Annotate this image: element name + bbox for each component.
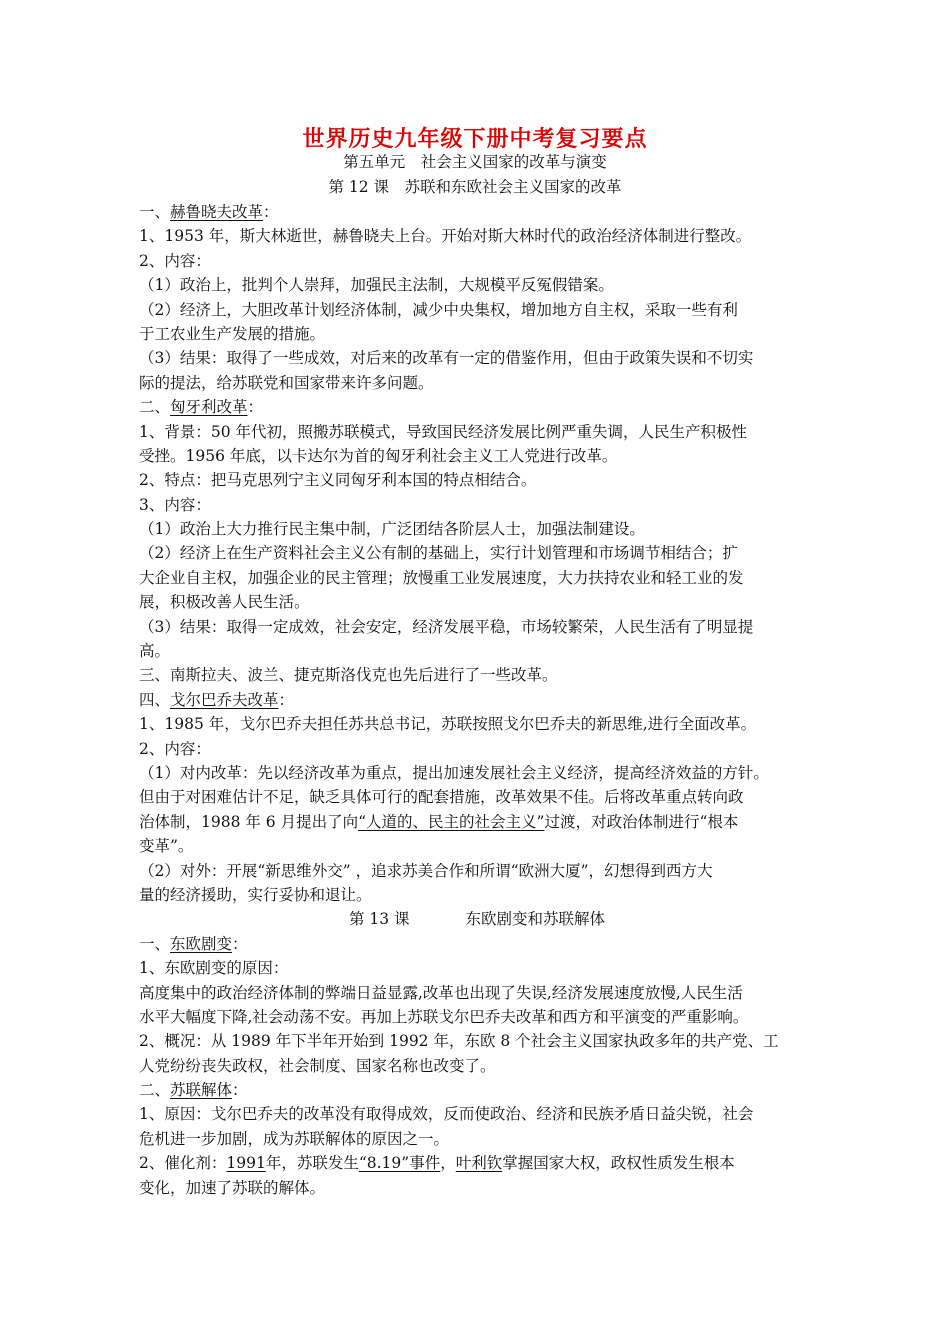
text-line: 高。	[139, 642, 171, 661]
text-span: 掌握国家大权，政权性质发生根本	[502, 1154, 735, 1173]
text-line	[139, 1151, 815, 1175]
text-line: （1）政治上，批判个人崇拜，加强民主法制，大规模平反冤假错案。	[139, 276, 614, 295]
text-line: 1、原因：戈尔巴乔夫的改革没有取得成效，反而使政治、经济和民族矛盾日益尖锐，社会	[139, 1105, 754, 1124]
section-number: 二、	[139, 398, 171, 417]
section-colon: ：	[232, 934, 248, 953]
lesson-12-heading: 第 12 课 苏联和东欧社会主义国家的改革	[328, 178, 622, 196]
section-heading	[139, 395, 815, 419]
text-line: （3）结果：取得一定成效，社会安定，经济发展平稳，市场较繁荣，人民生活有了明显提	[139, 617, 754, 636]
section-number: 一、	[139, 203, 171, 221]
section-colon: ：	[278, 690, 295, 709]
text-line: 变化，加速了苏联的解体。	[139, 1178, 326, 1197]
section-title: 戈尔巴乔夫改革	[170, 690, 279, 709]
text-line: 1、东欧剧变的原因：	[139, 959, 289, 978]
text-line: 3、内容：	[139, 495, 211, 514]
text-line: （2）经济上在生产资料社会主义公有制的基础上，实行计划管理和市场调节相结合；扩	[139, 544, 738, 563]
section-colon: ：	[247, 398, 264, 417]
document-body	[139, 200, 815, 1200]
section-number: 一、	[139, 934, 171, 953]
section-title: 赫鲁晓夫改革	[170, 203, 264, 221]
lesson-number: 第 13 课	[348, 910, 410, 929]
text-line: 三、南斯拉夫、波兰、捷克斯洛伐克也先后进行了一些改革。	[139, 666, 558, 685]
lesson-title: 东欧剧变和苏联解体	[465, 910, 606, 929]
text-line: 2、内容：	[139, 739, 211, 758]
text-line: （1）政治上大力推行民主集中制，广泛团结各阶层人士，加强法制建设。	[139, 520, 645, 539]
section-number: 四、	[139, 690, 171, 709]
lesson-13-heading	[139, 907, 815, 931]
section-heading	[139, 932, 815, 956]
text-line: 1、1953 年，斯大林逝世，赫鲁晓夫上台。开始对斯大林时代的政治经济体制进行整改。	[139, 227, 752, 246]
section-colon: ：	[232, 1081, 248, 1100]
text-line	[139, 810, 815, 834]
text-line: 危机进一步加剧，成为苏联解体的原因之一。	[139, 1129, 450, 1148]
underlined-term: 叶利钦	[455, 1154, 503, 1173]
text-line: （2）经济上，大胆改革计划经济体制，减少中央集权，增加地方自主权，采取一些有利	[139, 300, 738, 319]
section-title: 东欧剧变	[170, 934, 233, 953]
underlined-term: “8.19”事件	[358, 1154, 441, 1173]
text-span: ，	[440, 1154, 456, 1173]
text-line: 高度集中的政治经济体制的弊端日益显露,改革也出现了失误,经济发展速度放慢,人民生活	[139, 983, 743, 1002]
underlined-term: “人道的、民主的社会主义”	[358, 812, 545, 831]
section-colon: ：	[263, 203, 279, 221]
text-line: 但由于对困难估计不足，缺乏具体可行的配套措施，改革效果不佳。后将改革重点转向政	[139, 788, 744, 807]
text-line: （2）对外：开展“新思维外交” ，追求苏美合作和所谓“欧洲大厦”，幻想得到西方大	[139, 861, 713, 880]
section-number: 二、	[139, 1081, 171, 1100]
text-line: （1）对内改革：先以经济改革为重点，提出加速发展社会主义经济，提高经济效益的方针。	[139, 763, 769, 782]
text-line: 1、1985 年，戈尔巴乔夫担任苏共总书记，苏联按照戈尔巴乔夫的新思维,进行全面改革。	[139, 715, 757, 734]
text-span: 过渡，对政治体制进行“根本	[544, 812, 739, 831]
section-title: 匈牙利改革	[170, 398, 248, 417]
underlined-term: 1991	[226, 1154, 266, 1173]
text-line: 2、概况：从 1989 年下半年开始到 1992 年，东欧 8 个社会主义国家执政多年的共产党、工	[139, 1032, 779, 1051]
text-line: 1、背景：50 年代初，照搬苏联模式，导致国民经济发展比例严重失调，人民生产积极性	[139, 422, 748, 441]
text-line: 量的经济援助，实行妥协和退让。	[139, 885, 372, 904]
text-line: 水平大幅度下降,社会动荡不安。再加上苏联戈尔巴乔夫改革和西方和平演变的严重影响。	[139, 1007, 749, 1026]
text-line: 受挫。1956 年底，以卡达尔为首的匈牙利社会主义工人党进行改革。	[139, 446, 618, 465]
unit-heading: 第五单元 社会主义国家的改革与演变	[343, 153, 607, 171]
text-line: 2、特点：把马克思列宁主义同匈牙利本国的特点相结合。	[139, 471, 537, 490]
text-line: 人党纷纷丧失政权，社会制度、国家名称也改变了。	[139, 1056, 496, 1075]
text-line: （3）结果：取得了一些成效，对后来的改革有一定的借鉴作用，但由于政策失误和不切实	[139, 349, 754, 368]
text-line: 2、内容：	[139, 251, 211, 270]
text-span: 年，苏联发生	[265, 1154, 359, 1173]
text-line: 展，积极改善人民生活。	[139, 593, 310, 612]
text-span: 2、催化剂：	[139, 1154, 227, 1173]
section-title: 苏联解体	[170, 1081, 233, 1100]
text-line: 际的提法，给苏联党和国家带来许多问题。	[139, 373, 434, 392]
text-line: 于工农业生产发展的措施。	[139, 324, 326, 343]
document-title: 世界历史九年级下册中考复习要点	[302, 127, 648, 152]
text-line: 大企业自主权，加强企业的民主管理；放慢重工业发展速度，大力扶持农业和轻工业的发	[139, 568, 744, 587]
section-heading	[139, 688, 815, 712]
text-line: 变革”。	[139, 837, 194, 856]
section-heading	[139, 1078, 815, 1102]
section-heading	[139, 200, 815, 224]
text-span: 治体制，1988 年 6 月提出了向	[139, 812, 359, 831]
